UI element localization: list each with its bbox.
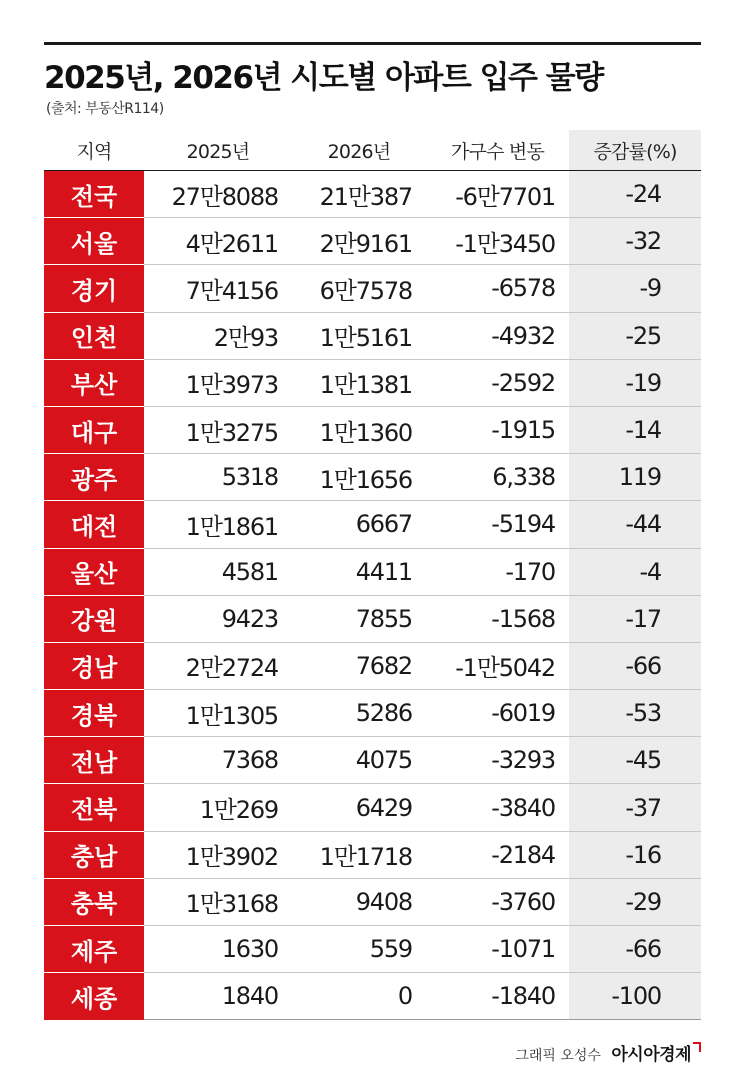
- value-2026-cell: 2만9161: [292, 218, 426, 265]
- diff-cell: -1071: [426, 926, 569, 973]
- diff-cell: -3840: [426, 784, 569, 831]
- diff-cell: -1840: [426, 973, 569, 1020]
- table-row: [44, 926, 701, 973]
- value-2025-cell: 1만3902: [144, 831, 292, 878]
- rate-cell: -29: [569, 878, 701, 925]
- table-row: [44, 973, 701, 1020]
- top-rule: [44, 42, 701, 45]
- value-2025-cell: 2만2724: [144, 642, 292, 689]
- value-2026-cell: 1만1718: [292, 831, 426, 878]
- region-cell: 경남: [44, 642, 144, 689]
- region-cell: 부산: [44, 359, 144, 406]
- table-row: [44, 690, 701, 737]
- value-2026-cell: 7682: [292, 642, 426, 689]
- diff-cell: -4932: [426, 312, 569, 359]
- value-2026-cell: 4411: [292, 548, 426, 595]
- value-2025-cell: 1만3973: [144, 359, 292, 406]
- rate-cell: -66: [569, 926, 701, 973]
- diff-cell: -2184: [426, 831, 569, 878]
- header-rate: 증감률(%): [569, 130, 701, 171]
- header-diff: 가구수 변동: [426, 130, 569, 171]
- rate-cell: -32: [569, 218, 701, 265]
- region-cell: 충남: [44, 831, 144, 878]
- rate-cell: -37: [569, 784, 701, 831]
- table-row: [44, 878, 701, 925]
- rate-cell: -25: [569, 312, 701, 359]
- value-2026-cell: 21만387: [292, 171, 426, 218]
- rate-cell: -66: [569, 642, 701, 689]
- value-2025-cell: 1840: [144, 973, 292, 1020]
- region-cell: 광주: [44, 454, 144, 501]
- value-2026-cell: 6429: [292, 784, 426, 831]
- diff-cell: -1915: [426, 406, 569, 453]
- region-cell: 제주: [44, 926, 144, 973]
- source-note: (출처: 부동산R114): [46, 101, 164, 117]
- diff-cell: -1568: [426, 595, 569, 642]
- region-cell: 충북: [44, 878, 144, 925]
- value-2025-cell: 7368: [144, 737, 292, 784]
- table-row: [44, 595, 701, 642]
- header-region: 지역: [44, 130, 144, 171]
- diff-cell: -170: [426, 548, 569, 595]
- value-2026-cell: 1만5161: [292, 312, 426, 359]
- value-2025-cell: 7만4156: [144, 265, 292, 312]
- header-2025: 2025년: [144, 130, 292, 171]
- region-cell: 전국: [44, 171, 144, 218]
- table-row: [44, 642, 701, 689]
- value-2025-cell: 5318: [144, 454, 292, 501]
- region-cell: 대구: [44, 406, 144, 453]
- rate-cell: 119: [569, 454, 701, 501]
- region-cell: 울산: [44, 548, 144, 595]
- rate-cell: -9: [569, 265, 701, 312]
- region-cell: 인천: [44, 312, 144, 359]
- value-2026-cell: 5286: [292, 690, 426, 737]
- rate-cell: -14: [569, 406, 701, 453]
- diff-cell: -1만5042: [426, 642, 569, 689]
- table-row: [44, 737, 701, 784]
- value-2025-cell: 1만3168: [144, 878, 292, 925]
- table-body: [44, 171, 701, 1020]
- rate-cell: -17: [569, 595, 701, 642]
- diff-cell: -6578: [426, 265, 569, 312]
- table-row: [44, 359, 701, 406]
- region-cell: 경기: [44, 265, 144, 312]
- region-cell: 대전: [44, 501, 144, 548]
- value-2026-cell: 9408: [292, 878, 426, 925]
- table-row: [44, 265, 701, 312]
- value-2025-cell: 27만8088: [144, 171, 292, 218]
- region-cell: 서울: [44, 218, 144, 265]
- rate-cell: -19: [569, 359, 701, 406]
- rate-cell: -16: [569, 831, 701, 878]
- value-2026-cell: 6만7578: [292, 265, 426, 312]
- value-2026-cell: 1만1360: [292, 406, 426, 453]
- header-2026: 2026년: [292, 130, 426, 171]
- diff-cell: -6만7701: [426, 171, 569, 218]
- region-cell: 전남: [44, 737, 144, 784]
- diff-cell: -3293: [426, 737, 569, 784]
- diff-cell: -1만3450: [426, 218, 569, 265]
- value-2025-cell: 1만1861: [144, 501, 292, 548]
- table-row: [44, 218, 701, 265]
- region-cell: 전북: [44, 784, 144, 831]
- value-2025-cell: 1만1305: [144, 690, 292, 737]
- table-row: [44, 312, 701, 359]
- table-row: [44, 831, 701, 878]
- rate-cell: -24: [569, 171, 701, 218]
- diff-cell: -3760: [426, 878, 569, 925]
- rate-cell: -44: [569, 501, 701, 548]
- table-row: [44, 501, 701, 548]
- table-row: [44, 548, 701, 595]
- rate-cell: -100: [569, 973, 701, 1020]
- value-2025-cell: 9423: [144, 595, 292, 642]
- value-2025-cell: 4만2611: [144, 218, 292, 265]
- value-2025-cell: 2만93: [144, 312, 292, 359]
- credit: [515, 1040, 701, 1065]
- credit-byline: 그래픽 오성수: [515, 1048, 601, 1064]
- region-cell: 강원: [44, 595, 144, 642]
- diff-cell: 6,338: [426, 454, 569, 501]
- rate-cell: -53: [569, 690, 701, 737]
- value-2025-cell: 1만269: [144, 784, 292, 831]
- diff-cell: -6019: [426, 690, 569, 737]
- value-2026-cell: 559: [292, 926, 426, 973]
- region-cell: 세종: [44, 973, 144, 1020]
- table-row: [44, 406, 701, 453]
- rate-cell: -4: [569, 548, 701, 595]
- supply-table: [44, 130, 701, 1020]
- rate-cell: -45: [569, 737, 701, 784]
- diff-cell: -2592: [426, 359, 569, 406]
- value-2026-cell: 7855: [292, 595, 426, 642]
- value-2026-cell: 0: [292, 973, 426, 1020]
- page-title: 2025년, 2026년 시도별 아파트 입주 물량: [44, 60, 603, 96]
- table-row: [44, 454, 701, 501]
- brand-mark-icon: [693, 1042, 701, 1052]
- table-header-row: [44, 130, 701, 171]
- value-2025-cell: 4581: [144, 548, 292, 595]
- region-cell: 경북: [44, 690, 144, 737]
- value-2026-cell: 1만1656: [292, 454, 426, 501]
- brand-logo: 아시아경제: [611, 1045, 691, 1065]
- diff-cell: -5194: [426, 501, 569, 548]
- value-2026-cell: 4075: [292, 737, 426, 784]
- value-2026-cell: 6667: [292, 501, 426, 548]
- value-2026-cell: 1만1381: [292, 359, 426, 406]
- value-2025-cell: 1630: [144, 926, 292, 973]
- value-2025-cell: 1만3275: [144, 406, 292, 453]
- table-row: [44, 784, 701, 831]
- table-row: [44, 171, 701, 218]
